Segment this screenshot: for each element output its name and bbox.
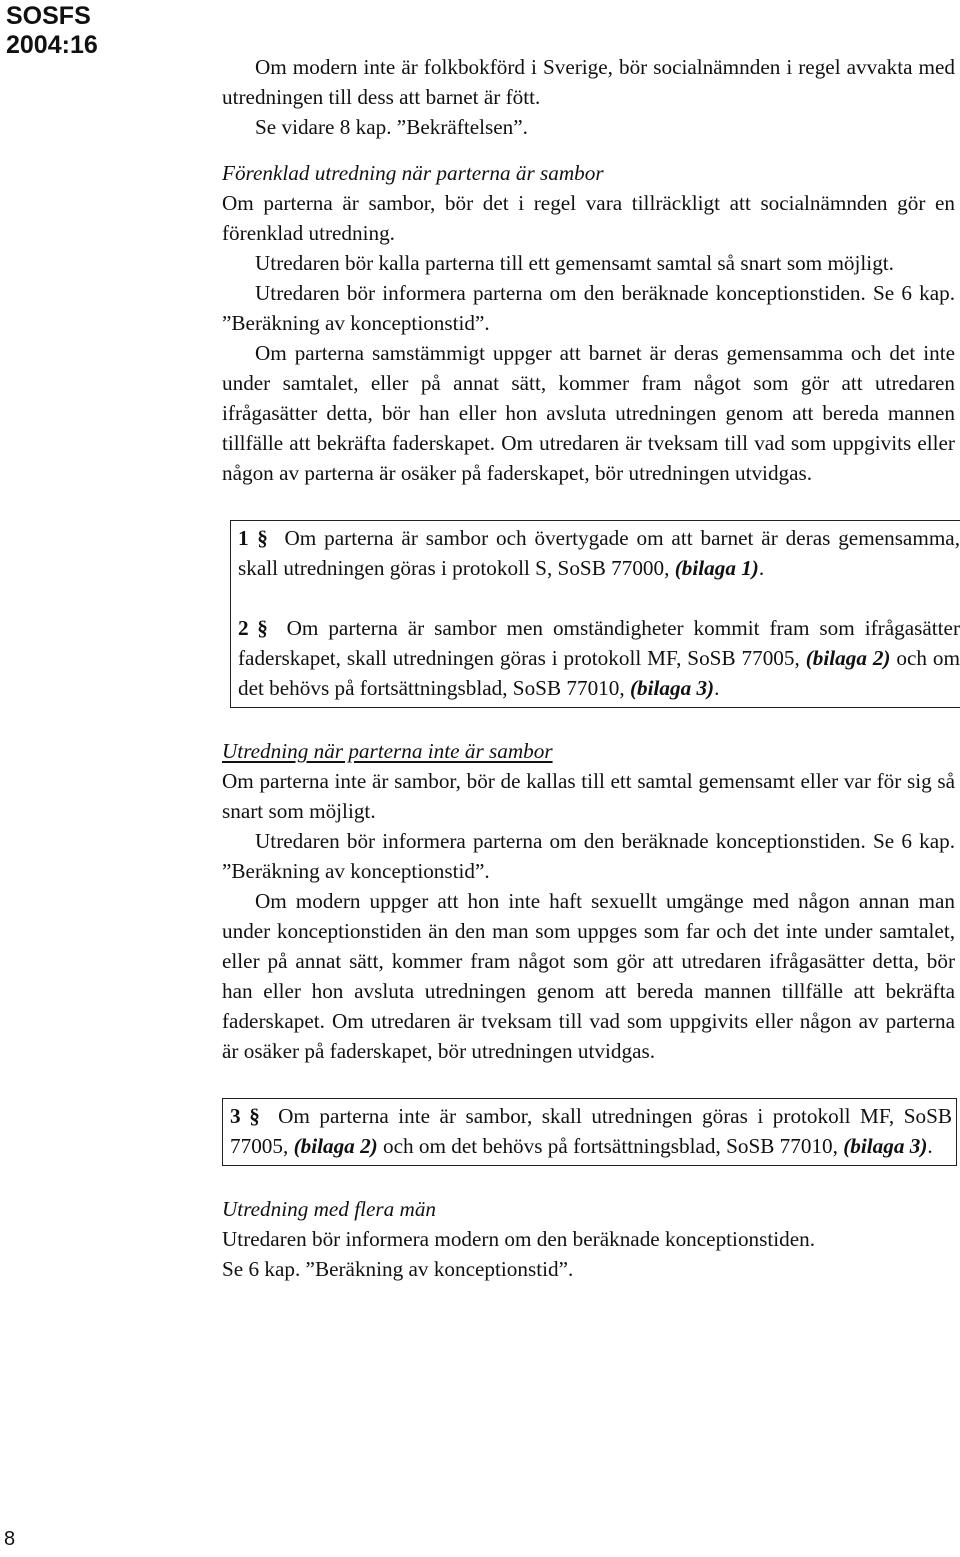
attachment-reference: (bilaga 2) bbox=[293, 1134, 378, 1158]
attachment-reference: (bilaga 2) bbox=[805, 646, 891, 670]
regulation-1 bbox=[238, 523, 960, 583]
regulation-text: och om det behövs på fortsättningsblad, SoSB 77010, bbox=[238, 646, 960, 700]
section-sign: § bbox=[249, 1104, 260, 1128]
intro-reference: Se vidare 8 kap. ”Bekräftelsen”. bbox=[255, 115, 528, 139]
regulation-3 bbox=[230, 1101, 952, 1161]
document-number: 2004:16 bbox=[6, 31, 98, 59]
regulation-end: . bbox=[927, 1134, 933, 1158]
regulation-text: Om parterna inte är sambor, skall utredningen göras i protokoll MF, SoSB 77005, bbox=[230, 1104, 952, 1158]
page-header bbox=[6, 2, 98, 60]
section-heading-not-sambor: Utredning när parterna inte är sambor bbox=[222, 739, 553, 763]
regulation-box bbox=[230, 520, 960, 708]
intro-paragraph: Om modern inte är folkbokförd i Sverige, bör socialnämnden i regel avvakta med utredningen till dess att barnet är fött. bbox=[222, 55, 955, 109]
attachment-reference: (bilaga 3) bbox=[629, 676, 715, 700]
section2-paragraph: Om modern uppger att hon inte haft sexuellt umgänge med någon annan man under konceptionstiden än den man som uppges som far och det inte under samtalet, eller på annat sätt, kommer fram något som gör att utredaren ifrågasätter detta, bör han eller hon avsluta utredningen genom att bereda mannen tillfälle att bekräfta faderskapet. Om utredaren är tveksam till vad som uppgivits eller någon av parterna är osäker på faderskapet, bör utredningen utvidgas. bbox=[222, 889, 955, 1063]
page-number: 8 bbox=[4, 1528, 16, 1550]
section1-paragraph: Utredaren bör kalla parterna till ett gemensamt samtal så snart som möjligt. bbox=[255, 251, 894, 275]
regulation-number: 1 bbox=[238, 526, 249, 550]
regulation-end: . bbox=[714, 676, 720, 700]
page-content bbox=[222, 52, 960, 1284]
section2-paragraph: Utredaren bör informera parterna om den beräknade konceptionstiden. Se 6 kap. ”Beräkning av konceptionstid”. bbox=[222, 829, 955, 883]
section3-reference: Se 6 kap. ”Beräkning av konceptionstid”. bbox=[222, 1257, 574, 1281]
regulation-text: och om det behövs på fortsättningsblad, SoSB 77010, bbox=[383, 1134, 838, 1158]
section-sign: § bbox=[257, 526, 268, 550]
section3-paragraph: Utredaren bör informera modern om den beräknade konceptionstiden. bbox=[222, 1227, 816, 1251]
regulation-text: Om parterna är sambor och övertygade om att barnet är deras gemensamma, skall utredningen göras i protokoll S, SoSB 77000, bbox=[238, 526, 960, 580]
section-heading-sambor: Förenklad utredning när parterna är sambor bbox=[222, 161, 604, 185]
attachment-reference: (bilaga 3) bbox=[843, 1134, 928, 1158]
section-heading-multiple-men: Utredning med flera män bbox=[222, 1197, 437, 1221]
regulation-box bbox=[222, 1098, 957, 1166]
document-series: SOSFS bbox=[6, 2, 91, 30]
attachment-reference: (bilaga 1) bbox=[674, 556, 759, 580]
regulation-number: 3 bbox=[230, 1104, 241, 1128]
section2-paragraph: Om parterna inte är sambor, bör de kallas till ett samtal gemensamt eller var för sig så snart som möjligt. bbox=[222, 769, 955, 823]
regulation-2 bbox=[238, 613, 960, 703]
section1-paragraph: Utredaren bör informera parterna om den beräknade konceptionstiden. Se 6 kap. ”Beräkning av konceptionstid”. bbox=[222, 281, 955, 335]
regulation-end: . bbox=[758, 556, 765, 580]
section1-paragraph: Om parterna är sambor, bör det i regel vara tillräckligt att socialnämnden gör en förenklad utredning. bbox=[222, 191, 955, 245]
section-sign: § bbox=[257, 616, 268, 640]
section1-paragraph: Om parterna samstämmigt uppger att barnet är deras gemensamma och det inte under samtalet, eller på annat sätt, kommer fram något som gör att utredaren ifrågasätter detta, bör han eller hon avsluta utredningen genom att bereda mannen tillfälle att bekräfta faderskapet. Om utredaren är tveksam till vad som uppgivits eller någon av parterna är osäker på faderskapet, bör utredningen utvidgas. bbox=[222, 341, 955, 485]
regulation-text: Om parterna är sambor men omständigheter kommit fram som ifrågasätter faderskapet, skall utredningen göras i protokoll MF, SoSB 77005, bbox=[238, 616, 960, 670]
regulation-number: 2 bbox=[238, 616, 249, 640]
